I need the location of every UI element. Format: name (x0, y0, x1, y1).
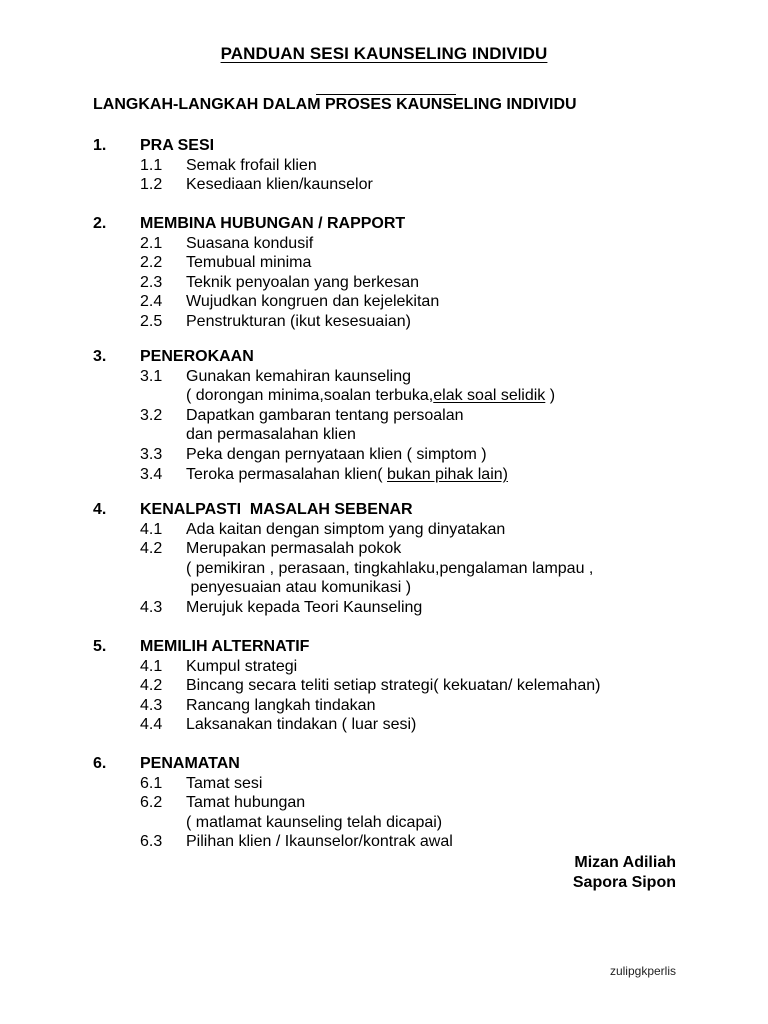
list-item (93, 774, 693, 794)
item-text: Wujudkan kongruen dan kejelekitan (186, 293, 440, 311)
item-text: Rancang langkah tindakan (186, 696, 376, 714)
item-text: Suasana kondusif (186, 234, 314, 252)
item-number: 3.4 (140, 465, 163, 483)
blank-underline (316, 94, 456, 95)
item-number: 6.3 (140, 833, 163, 851)
item-number: 4.3 (140, 598, 163, 616)
list-item (93, 520, 693, 540)
section-heading (93, 500, 693, 520)
item-number: 4.2 (140, 677, 163, 695)
section-number: 3. (93, 348, 107, 365)
section-title: PRA SESI (140, 137, 215, 154)
item-text: Gunakan kemahiran kaunseling (186, 367, 412, 385)
section-penerokaan (93, 347, 693, 484)
item-text: Tamat hubungan (186, 794, 306, 812)
section-number: 6. (93, 755, 107, 772)
item-number: 4.2 (140, 540, 163, 558)
list-item (93, 445, 693, 465)
item-text: Pilihan klien / Ikaunselor/kontrak awal (186, 833, 453, 851)
item-text-plain: Teroka permasalahan klien( (186, 465, 387, 483)
item-text: Tamat sesi (186, 774, 263, 792)
item-text: Kesediaan klien/kaunselor (186, 176, 373, 194)
list-item (93, 657, 693, 677)
item-number: 2.3 (140, 273, 163, 291)
section-number: 4. (93, 501, 107, 518)
underlined-text: elak soal selidik (433, 387, 546, 405)
item-number: 2.5 (140, 312, 163, 330)
footer-watermark: zulipgkperlis (609, 964, 676, 978)
item-continuation: ( matlamat kaunseling telah dicapai) (186, 813, 443, 831)
item-number: 4.1 (140, 657, 163, 675)
item-number: 2.4 (140, 293, 163, 311)
list-item (93, 832, 693, 852)
section-heading (93, 637, 693, 657)
item-text: Penstrukturan (ikut kesesuaian) (186, 312, 411, 330)
section-title: PENEROKAAN (140, 348, 254, 365)
item-text: Laksanakan tindakan ( luar sesi) (186, 716, 417, 734)
list-item (93, 234, 693, 254)
author-name: Mizan Adiliah (574, 854, 676, 871)
section-title: MEMILIH ALTERNATIF (140, 638, 310, 655)
item-text: Semak frofail klien (186, 156, 317, 174)
list-item (93, 175, 693, 195)
item-number: 4.3 (140, 696, 163, 714)
item-text: Kumpul strategi (186, 657, 298, 675)
item-text: Peka dengan pernyataan klien ( simptom ) (186, 445, 487, 463)
section-title: KENALPASTI MASALAH SEBENAR (140, 501, 413, 518)
item-continuation: penyesuaian atau komunikasi ) (186, 579, 412, 597)
item-text (186, 465, 508, 485)
author-name: Sapora Sipon (572, 873, 676, 891)
section-heading (93, 136, 693, 156)
item-text: Bincang secara teliti setiap strategi( kekuatan/ kelemahan) (186, 677, 601, 695)
list-item (93, 598, 693, 618)
item-text: Teknik penyoalan yang berkesan (186, 273, 420, 291)
list-item (93, 465, 693, 485)
item-number: 2.2 (140, 254, 163, 272)
list-item (93, 676, 693, 696)
item-text: Temubual minima (186, 254, 312, 272)
item-text: Ada kaitan dengan simptom yang dinyatakan (186, 520, 506, 538)
list-item (93, 273, 693, 293)
item-number: 4.1 (140, 520, 163, 538)
item-number: 4.4 (140, 716, 163, 734)
authors-block (573, 853, 676, 892)
item-number: 2.1 (140, 234, 163, 252)
subtitle: LANGKAH-LANGKAH DALAM PROSES KAUNSELING INDIVIDU (93, 96, 577, 113)
section-title: PENAMATAN (140, 755, 240, 772)
page-title: PANDUAN SESI KAUNSELING INDIVIDU (220, 44, 548, 63)
continuation-text: ( dorongan minima,soalan terbuka, (186, 387, 434, 405)
section-heading (93, 754, 693, 774)
list-item (93, 253, 693, 273)
item-number: 3.2 (140, 406, 163, 424)
continuation-text: ) (545, 387, 556, 405)
list-item (93, 312, 693, 332)
item-text: Merupakan permasalah pokok (186, 540, 402, 558)
section-number: 1. (93, 137, 107, 154)
section-kenalpasti-masalah (93, 500, 693, 618)
list-item (93, 793, 693, 813)
item-number: 1.2 (140, 176, 163, 194)
underlined-text: bukan pihak lain) (387, 465, 508, 483)
list-item (93, 292, 693, 312)
item-number: 1.1 (140, 156, 163, 174)
section-membina-hubungan (93, 214, 693, 332)
list-item (93, 367, 693, 387)
section-pra-sesi (93, 136, 693, 195)
section-number: 2. (93, 215, 107, 232)
list-item (93, 406, 693, 426)
item-number: 3.3 (140, 445, 163, 463)
section-heading (93, 214, 693, 234)
section-memilih-alternatif (93, 637, 693, 735)
item-number: 6.2 (140, 794, 163, 812)
item-continuation: ( pemikiran , perasaan, tingkahlaku,pengalaman lampau , (186, 559, 594, 577)
list-item (93, 696, 693, 716)
item-number: 6.1 (140, 774, 163, 792)
item-number: 3.1 (140, 367, 163, 385)
section-penamatan (93, 754, 693, 852)
item-text: Merujuk kepada Teori Kaunseling (186, 598, 423, 616)
item-continuation (186, 386, 693, 406)
item-continuation: dan permasalahan klien (186, 426, 356, 444)
list-item (93, 715, 693, 735)
section-heading (93, 347, 693, 367)
list-item (93, 539, 693, 559)
section-title: MEMBINA HUBUNGAN / RAPPORT (140, 215, 406, 232)
section-number: 5. (93, 638, 107, 655)
item-text: Dapatkan gambaran tentang persoalan (186, 406, 464, 424)
list-item (93, 156, 693, 176)
